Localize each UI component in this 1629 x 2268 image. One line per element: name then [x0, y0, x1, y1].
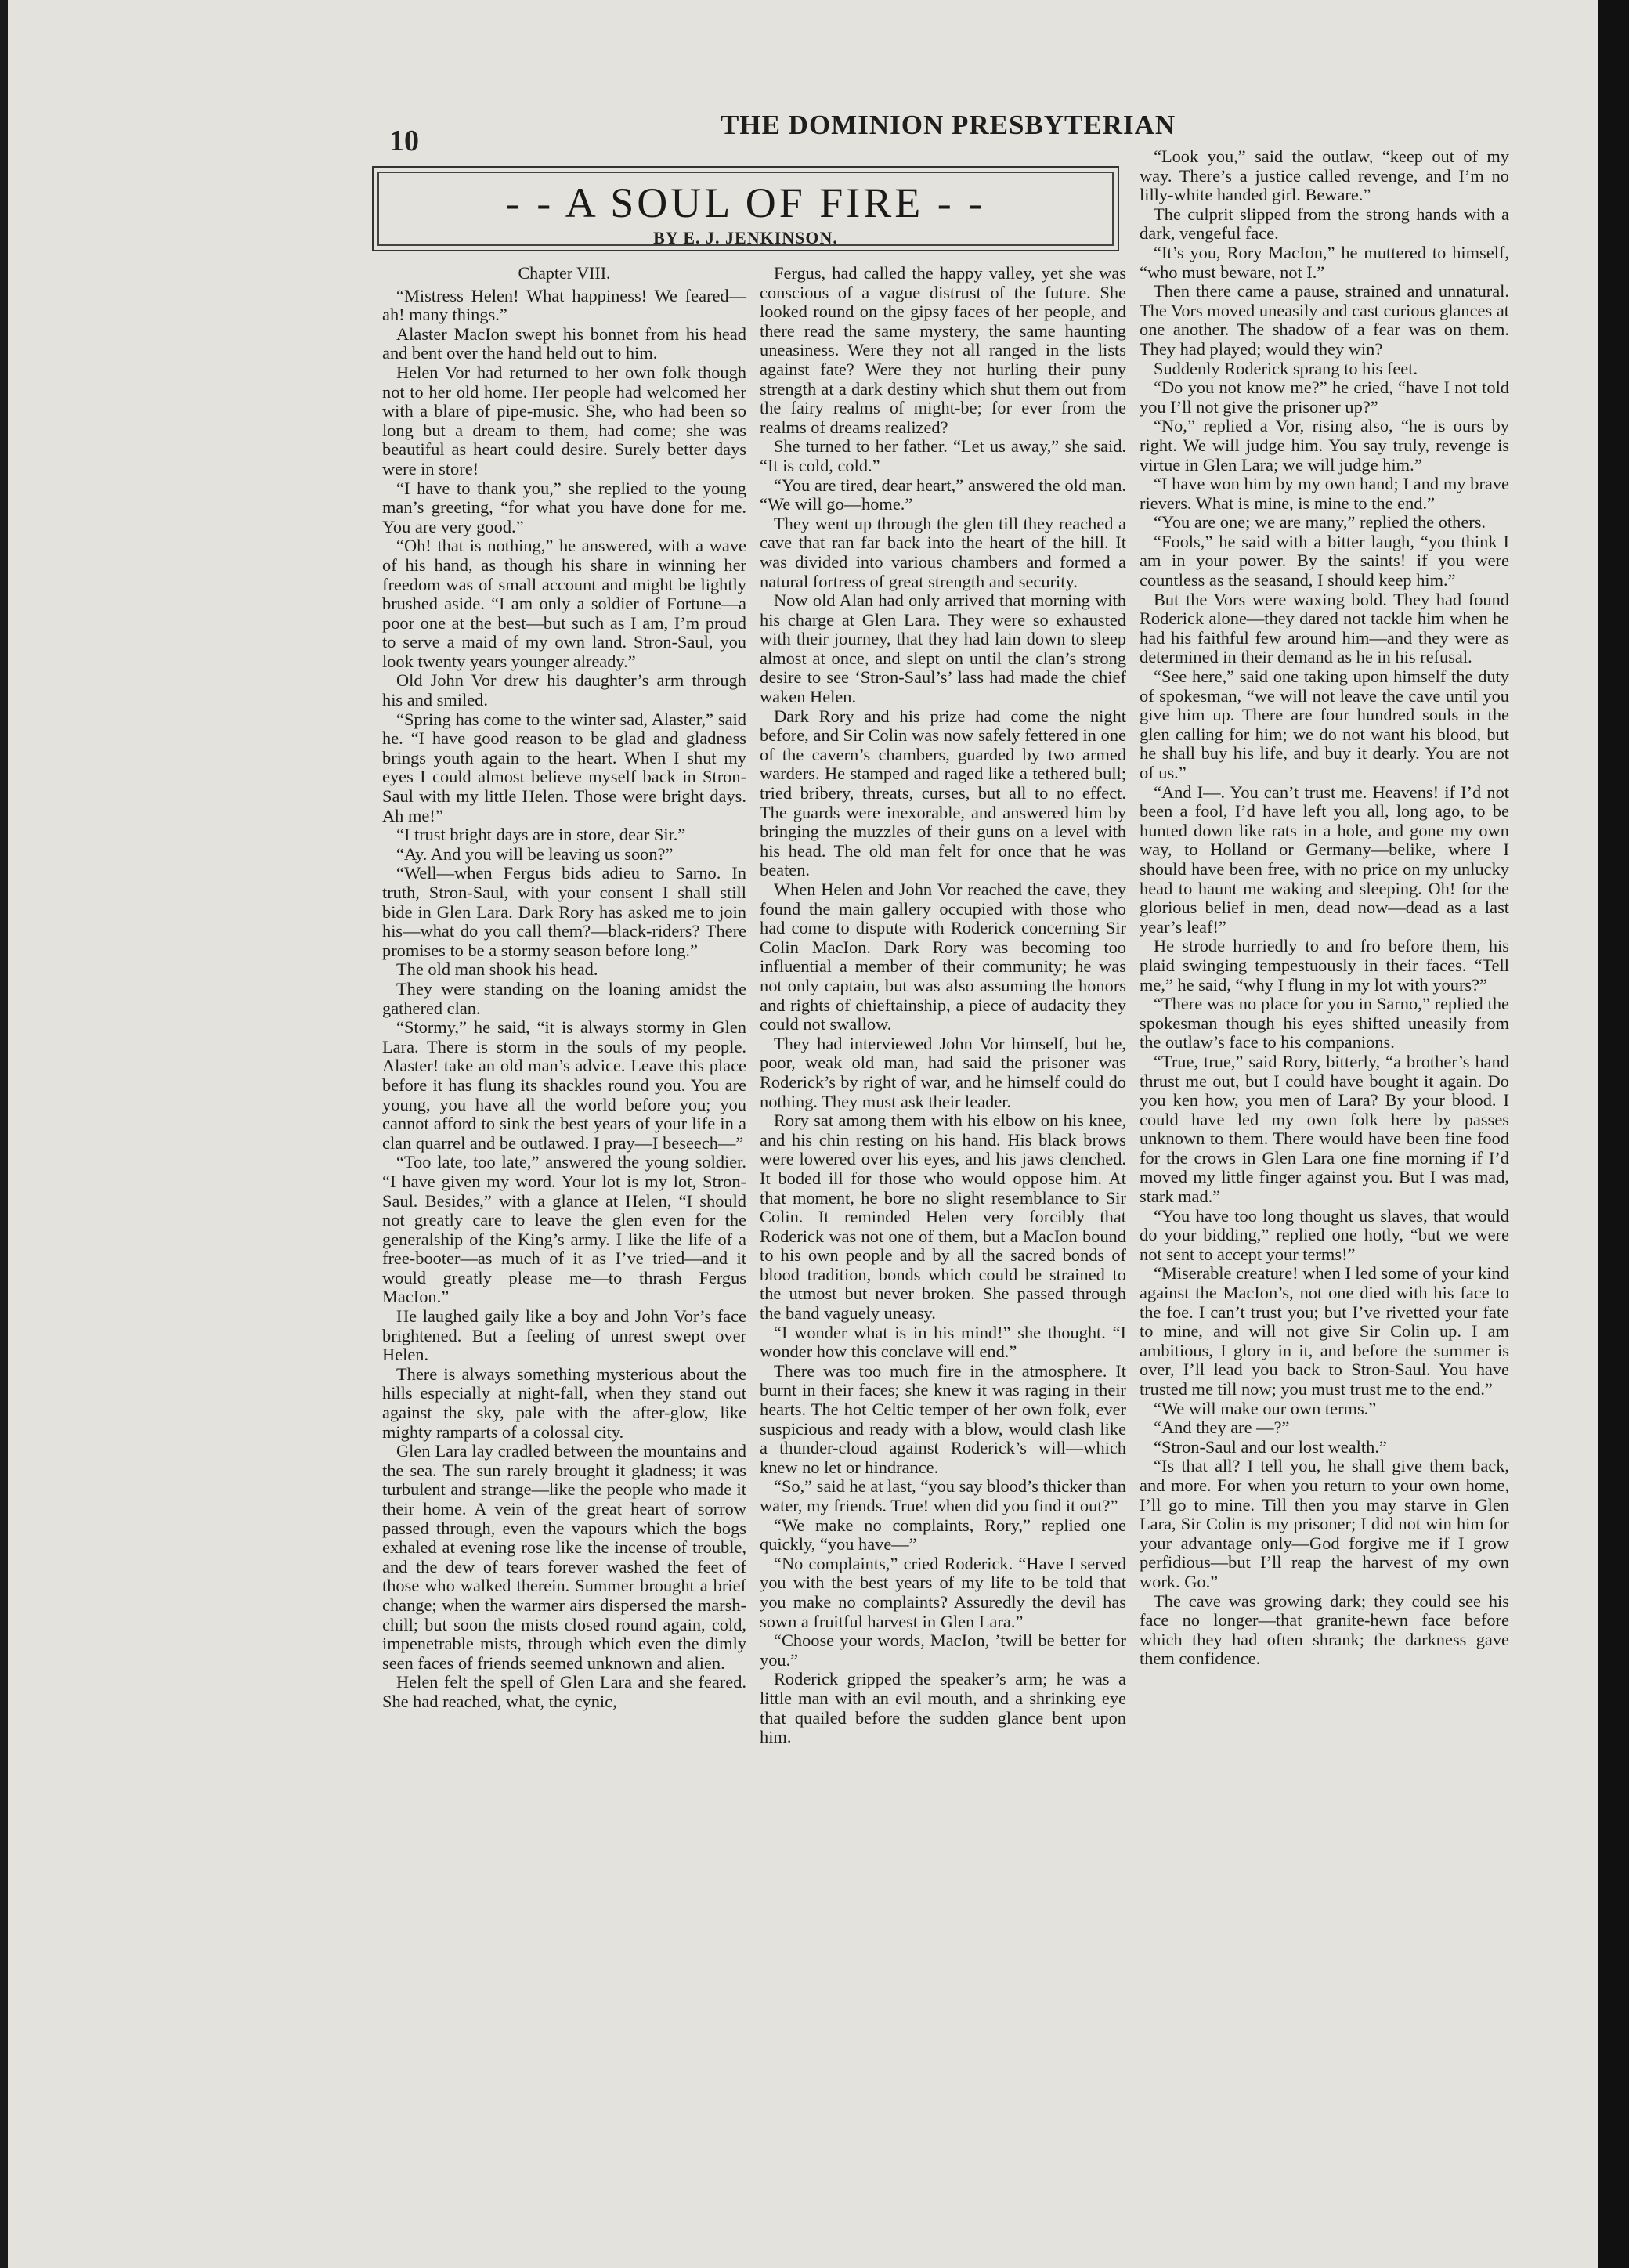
paragraph: Fergus, had called the happy valley, yet she was conscious of a vague distrust of the future. She looked round on the gipsy faces of her people, and there read the same mystery, the same haunting uneasiness. Were they not all ranged in the lists against fate? Were they not hurling their puny strength at a dark destiny which shut them out from the fairy realms of might-be; for ever from the realms of dreams realized?: [760, 263, 1126, 437]
paragraph: “You are tired, dear heart,” answered the old man. “We will go—home.”: [760, 475, 1126, 515]
paragraph: “There was no place for you in Sarno,” replied the spokesman though his eyes shifted uneasily from the outlaw’s face to his companions.: [1140, 994, 1509, 1053]
paragraph: “Mistress Helen! What happiness! We feared—ah! many things.”: [382, 285, 746, 325]
paragraph: Helen felt the spell of Glen Lara and she feared. She had reached, what, the cynic,: [382, 1672, 746, 1711]
paragraph: The old man shook his head.: [396, 959, 598, 980]
paragraph: “See here,” said one taking upon himself the duty of spokesman, “we will not leave the cave until you give him up. There are four hundred souls in the glen calling for him; we do not want his blood, but he shall buy his life, and buy it dearly. You are not of us.”: [1140, 666, 1509, 782]
paragraph: He strode hurriedly to and fro before them, his plaid swinging tempestuously in their faces. “Tell me,” he said, “why I flung in my lot with yours?”: [1140, 936, 1509, 995]
paragraph: Suddenly Roderick sprang to his feet.: [1154, 358, 1418, 378]
story-byline: BY E. J. JENKINSON.: [653, 228, 838, 247]
paragraph: “We make no complaints, Rory,” replied one quickly, “you have—”: [760, 1515, 1126, 1555]
paragraph: “We will make our own terms.”: [1154, 1398, 1377, 1418]
chapter-heading: Chapter VIII.: [518, 263, 611, 283]
paragraph: “Miserable creature! when I led some of your kind against the MacIon’s, not one died with his face to the foe. I can’t trust you; but I’ve rivetted your fate to mine, and will not give Sir Colin up. I am ambitious, I glory in it, and before the summer is over, I’ll lead you back to Stron-Saul. You have trusted me till now; you must trust me to the end.”: [1140, 1263, 1509, 1399]
paragraph: When Helen and John Vor reached the cave, they found the main gallery occupied with those who had come to dispute with Roderick concerning Sir Colin MacIon. Dark Rory was becoming too influential a member of their community; he was not only captain, but was also assuming the honors and rights of chieftainship, a piece of audacity they could not swallow.: [760, 879, 1126, 1035]
column-1: [382, 264, 746, 1712]
page-number: 10: [389, 125, 419, 157]
paragraph: “Spring has come to the winter sad, Alaster,” said he. “I have good reason to be glad and gladness brings youth again to the heart. When I shut my eyes I could almost believe myself back in Stron-Saul with my little Helen. Those were bright days. Ah me!”: [382, 709, 746, 825]
paragraph: They were standing on the loaning amidst the gathered clan.: [382, 978, 746, 1018]
paragraph: “And I—. You can’t trust me. Heavens! if I’d not been a fool, I’d have left you all, long ago, to be hunted down like rats in a hole, and gone my own way, to Holland or Germany—belike, where I should have been free, with no price on my unlucky head to haunt me waking and sleeping. Oh! for the glorious belief in men, dead now—dead as a last year’s leaf!”: [1140, 782, 1509, 937]
paragraph: Dark Rory and his prize had come the night before, and Sir Colin was now safely fettered in one of the cavern’s chambers, guarded by two armed warders. He stamped and raged like a tethered bull; tried bribery, threats, curses, but all to no effect. The guards were inexorable, and answered him by bringing the muzzles of their guns on a level with his head. The old man felt for once that he was beaten.: [760, 706, 1126, 880]
scan-edge: [1598, 0, 1629, 2268]
paragraph: She turned to her father. “Let us away,” she said. “It is cold, cold.”: [760, 436, 1126, 475]
paragraph: Roderick gripped the speaker’s arm; he was a little man with an evil mouth, and a shrinking eye that quailed before the sudden glance bent upon him.: [760, 1669, 1126, 1747]
paragraph: “Look you,” said the outlaw, “keep out of my way. There’s a justice called revenge, and I’m no lilly-white handed girl. Beware.”: [1140, 146, 1509, 205]
paragraph: They had interviewed John Vor himself, but he, poor, weak old man, had said the prisoner was Roderick’s by right of war, and he himself could do nothing. They must ask their leader.: [760, 1033, 1126, 1111]
paragraph: “Fools,” he said with a bitter laugh, “you think I am in your power. By the saints! if you were countless as the seasand, I should keep him.”: [1140, 531, 1509, 590]
paragraph: “Too late, too late,” answered the young soldier. “I have given my word. Your lot is my lot, Stron-Saul. Besides,” with a glance at Helen, “I should not greatly care to leave the glen even for the generalship of the King’s army. I like the life of a free-booter—as much of it as I’ve tried—and it would greatly please me—to thrash Fergus MacIon.”: [382, 1152, 746, 1307]
paragraph: There is always something mysterious about the hills especially at night-fall, when they stand out against the sky, pale with the after-glow, like mighty ramparts of a colossal city.: [382, 1363, 746, 1442]
paragraph: “True, true,” said Rory, bitterly, “a brother’s hand thrust me out, but I could have bought it again. Do you ken how, you men of Lara? By your blood. I could have led my own folk here by passes unknown to them. There would have been fine food for the crows in Glen Lara one fine morning if I’d moved my little finger against you. But I was mad, stark mad.”: [1140, 1051, 1509, 1207]
column-2: [760, 264, 1126, 1747]
story-title: - - A SOUL OF FIRE - -: [505, 179, 986, 226]
paragraph: “You have too long thought us slaves, that would do your bidding,” replied one hotly, “but we were not sent to accept your terms!”: [1140, 1205, 1509, 1264]
paragraph: But the Vors were waxing bold. They had found Roderick alone—they dared not tackle him when he had his faithful few around him—and they were as determined in their demand as he in his refusal.: [1140, 589, 1509, 667]
paragraph: There was too much fire in the atmosphere. It burnt in their faces; she knew it was raging in their hearts. The hot Celtic temper of her own folk, ever suspicious and ready with a blow, would clash like a thunder-cloud against Roderick’s will—which knew no let or hindrance.: [760, 1360, 1126, 1477]
paragraph: “I have to thank you,” she replied to the young man’s greeting, “for what you have done for me. You are very good.”: [382, 478, 746, 536]
paragraph: “Well—when Fergus bids adieu to Sarno. In truth, Stron-Saul, with your consent I shall still bide in Glen Lara. Dark Rory has asked me to join his—what do you call them?—black-riders? There promises to be a stormy season before long.”: [382, 863, 746, 960]
paragraph: “No complaints,” cried Roderick. “Have I served you with the best years of my life to be told that you make no complaints? Assuredly the devil has sown a fruitful harvest in Glen Lara.”: [760, 1553, 1126, 1631]
paragraph: Helen Vor had returned to her own folk though not to her old home. Her people had welcomed her with a blare of pipe-music. She, who had been so long but a dream to them, had come; she was beautiful as heart could desire. Surely better days were in store!: [382, 362, 746, 479]
journal-title: THE DOMINION PRESBYTERIAN: [721, 110, 1176, 140]
paragraph: Rory sat among them with his elbow on his knee, and his chin resting on his hand. His black brows were lowered over his eyes, and his jaws clenched. It boded ill for those who would oppose him. At that moment, he bore no slight resemblance to Sir Colin. It reminded Helen very forcibly that Roderick was not one of them, but a MacIon bound to his own people and by all the sacred bonds of blood tradition, bonds which could be strained to the utmost but never broken. She passed through the band vaguely uneasy.: [760, 1111, 1126, 1324]
paragraph: “I have won him by my own hand; I and my brave rievers. What is mine, is mine to the end.”: [1140, 474, 1509, 513]
paragraph: “Stormy,” he said, “it is always stormy in Glen Lara. There is storm in the souls of my people. Alaster! take an old man’s advice. Leave this place before it has flung its shackles round you. You are young, you have all the world before you; you cannot afford to sink the best years of your life in a clan quarrel and be outlawed. I pray—I beseech—”: [382, 1017, 746, 1153]
column-3: [1140, 147, 1509, 1669]
paragraph: “Ay. And you will be leaving us soon?”: [396, 843, 674, 864]
newspaper-page: [8, 0, 1598, 2268]
paragraph: Alaster MacIon swept his bonnet from his head and bent over the hand held out to him.: [382, 323, 746, 363]
paragraph: They went up through the glen till they reached a cave that ran far back into the heart of the hill. It was divided into various chambers and formed a natural fortress of great strength and security.: [760, 513, 1126, 591]
paragraph: Old John Vor drew his daughter’s arm through his and smiled.: [382, 670, 746, 710]
story-title-box: [372, 166, 1119, 251]
paragraph: “Choose your words, MacIon, ’twill be better for you.”: [760, 1631, 1126, 1670]
paragraph: “I trust bright days are in store, dear Sir.”: [396, 825, 686, 845]
paragraph: He laughed gaily like a boy and John Vor’s face brightened. But a feeling of unrest swept over Helen.: [382, 1306, 746, 1365]
paragraph: Glen Lara lay cradled between the mountains and the sea. The sun rarely brought it gladness; it was turbulent and strange—like the people who made it their home. A vein of the great heart of sorrow passed through, even the vapours which the bogs exhaled at evening rose like the incense of trouble, and the dew of tears forever washed the feet of those who walked therein. Summer brought a brief change; when the warmer airs dispersed the marsh-chill; but soon the mists closed round again, cold, impenetrable mists, through which even the dimly seen faces of friends seemed unknown and alien.: [382, 1441, 746, 1673]
paragraph: The culprit slipped from the strong hands with a dark, vengeful face.: [1140, 204, 1509, 244]
paragraph: The cave was growing dark; they could see his face no longer—that granite-hewn face before which they had often shrank; the darkness gave them confidence.: [1140, 1591, 1509, 1669]
paragraph: “Is that all? I tell you, he shall give them back, and more. For when you return to your own home, I’ll go to mine. Till then you may starve in Glen Lara, Sir Colin is my prisoner; I did not win him for your advantage only—God forgive me if I grow perfidious—but I’ll reap the harvest of my own work. Go.”: [1140, 1456, 1509, 1591]
paragraph: “So,” said he at last, “you say blood’s thicker than water, my friends. True! when did you find it out?”: [760, 1476, 1126, 1515]
paragraph: “Oh! that is nothing,” he answered, with a wave of his hand, as though his share in winning her freedom was of small account and might be lightly brushed aside. “I am only a soldier of Fortune—a poor one at the best—but such as I am, I’m proud to serve a maid of my own land. Stron-Saul, you look twenty years younger already.”: [382, 536, 746, 671]
paragraph: “You are one; we are many,” replied the others.: [1154, 512, 1486, 533]
paragraph: Now old Alan had only arrived that morning with his charge at Glen Lara. They were so exhausted with their journey, that they had lain down to sleep almost at once, and slept on until the clan’s strong desire to see ‘Stron-Saul’s’ lass had made the chief waken Helen.: [760, 590, 1126, 707]
paragraph: “I wonder what is in his mind!” she thought. “I wonder how this conclave will end.”: [760, 1322, 1126, 1362]
paragraph: “No,” replied a Vor, rising also, “he is ours by right. We will judge him. You say truly, revenge is virtue in Glen Lara; we will judge him.”: [1140, 416, 1509, 475]
paragraph: “Stron-Saul and our lost wealth.”: [1154, 1436, 1387, 1457]
paragraph: “It’s you, Rory MacIon,” he muttered to himself, “who must beware, not I.”: [1140, 242, 1509, 282]
paragraph: “And they are —?”: [1154, 1418, 1290, 1438]
paragraph: Then there came a pause, strained and unnatural. The Vors moved uneasily and cast curious glances at one another. The shadow of a fear was on them. They had played; would they win?: [1140, 281, 1509, 359]
paragraph: “Do you not know me?” he cried, “have I not told you I’ll not give the prisoner up?”: [1140, 377, 1509, 417]
